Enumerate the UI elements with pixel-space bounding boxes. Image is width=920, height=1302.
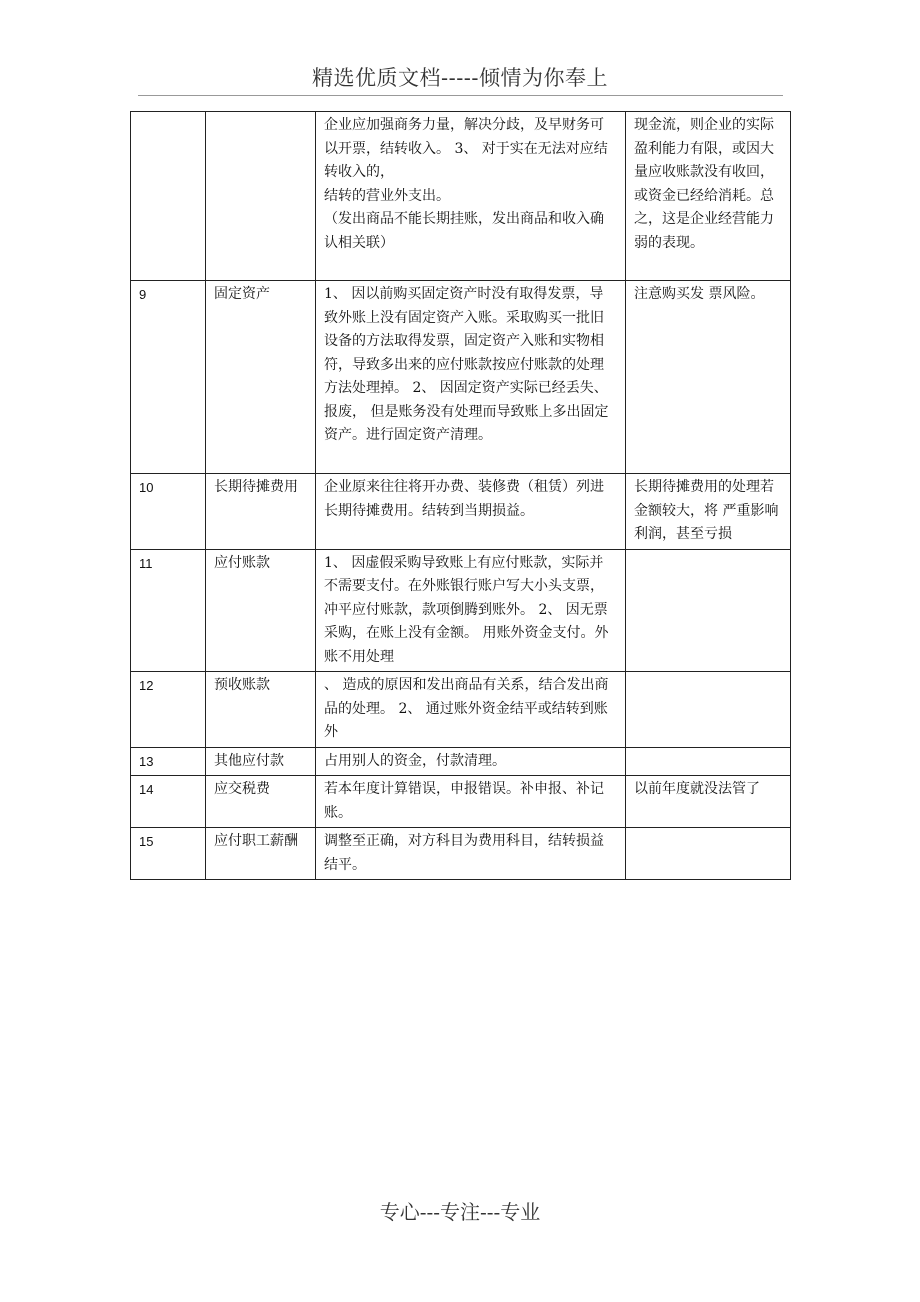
- treatment-description: 1、 因以前购买固定资产时没有取得发票，导致外账上没有固定资产入账。采取购买一批旧设备的方法取得发票，固定资产入账和实物相符，导致多出来的应付账款按应付账款的处理方法处理掉。 2、 因固定资产实际已经丢失、报废， 但是账务没有处理而导致账上多出固定资产。进行固定资产清理。: [316, 281, 626, 474]
- risk-note: [626, 828, 791, 880]
- table-row: [131, 747, 791, 776]
- page-header: 精选优质文档-----倾情为你奉上: [312, 66, 608, 90]
- row-number: 12: [131, 672, 206, 748]
- row-number: 11: [131, 549, 206, 672]
- account-adjustment-table: [130, 111, 791, 880]
- risk-note: [626, 549, 791, 672]
- account-name: 预收账款: [206, 672, 316, 748]
- row-number: 13: [131, 747, 206, 776]
- row-number: 10: [131, 474, 206, 550]
- table-row: [131, 549, 791, 672]
- treatment-description: 占用别人的资金，付款清理。: [316, 747, 626, 776]
- table-row: [131, 672, 791, 748]
- account-name: 应付职工薪酬: [206, 828, 316, 880]
- row-number: [131, 112, 206, 281]
- table-row: [131, 828, 791, 880]
- risk-note: [626, 747, 791, 776]
- account-name: 应付账款: [206, 549, 316, 672]
- risk-note: 现金流，则企业的实际盈利能力有限，或因大量应收账款没有收回，或资金已经给消耗。总之，这是企业经营能力弱的表现。: [626, 112, 791, 281]
- row-number: 9: [131, 281, 206, 474]
- risk-note: 注意购买发 票风险。: [626, 281, 791, 474]
- account-name: 长期待摊费用: [206, 474, 316, 550]
- treatment-description: 调整至正确，对方科目为费用科目，结转损益结平。: [316, 828, 626, 880]
- account-name: 固定资产: [206, 281, 316, 474]
- table-row: [131, 112, 791, 281]
- table-row: [131, 281, 791, 474]
- page-footer: 专心---专注---专业: [379, 1200, 541, 1224]
- treatment-description: 企业原来往往将开办费、装修费（租赁）列进长期待摊费用。结转到当期损益。: [316, 474, 626, 550]
- treatment-description: 企业应加强商务力量，解决分歧，及早财务可以开票，结转收入。 3、 对于实在无法对应结转收入的， 结转的营业外支出。 （发出商品不能长期挂账，发出商品和收入确认相关联）: [316, 112, 626, 281]
- account-name: 其他应付款: [206, 747, 316, 776]
- header-divider: [138, 95, 783, 96]
- treatment-description: 、 造成的原因和发出商品有关系，结合发出商品的处理。 2、 通过账外资金结平或结转到账 外: [316, 672, 626, 748]
- table-row: [131, 474, 791, 550]
- row-number: 15: [131, 828, 206, 880]
- treatment-description: 1、 因虚假采购导致账上有应付账款，实际并不需要支付。在外账银行账户写大小头支票，冲平应付账款，款项倒腾到账外。 2、 因无票采购，在账上没有金额。 用账外资金支付。外账不用处理: [316, 549, 626, 672]
- risk-note: 以前年度就没法管了: [626, 776, 791, 828]
- treatment-description: 若本年度计算错误，申报错误。补申报、补记账。: [316, 776, 626, 828]
- risk-note: 长期待摊费用的处理若金额较大，将 严重影响利润，甚至亏损: [626, 474, 791, 550]
- account-name: [206, 112, 316, 281]
- row-number: 14: [131, 776, 206, 828]
- account-name: 应交税费: [206, 776, 316, 828]
- risk-note: [626, 672, 791, 748]
- table-row: [131, 776, 791, 828]
